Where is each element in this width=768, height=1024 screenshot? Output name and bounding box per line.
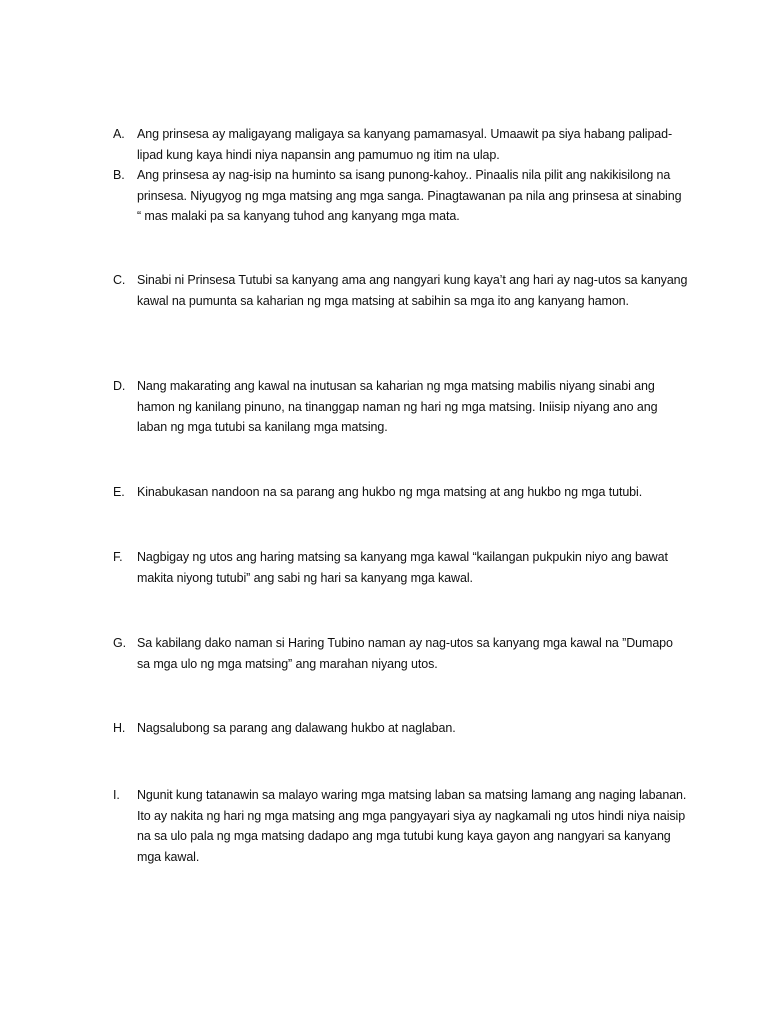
item-label: E.: [113, 485, 125, 499]
item-text: Sinabi ni Prinsesa Tutubi sa kanyang ama ang nangyari kung kaya’t ang hari ay nag-utos sa kanyang kawal na pumunta sa kaharian ng mga matsing at sabihin sa mga ito ang kanyang hamon.: [137, 273, 688, 308]
item-label: G.: [113, 636, 126, 650]
item-label: D.: [113, 379, 126, 393]
item-label: A.: [113, 127, 125, 141]
list-item-f: [113, 547, 688, 588]
item-text: Ngunit kung tatanawin sa malayo waring mga matsing laban sa matsing lamang ang naging labanan. Ito ay nakita ng hari ng mga matsing ang mga pangyayari siya ay nagkamali ng utos hindi niya naisip na sa ulo pala ng mga matsing dadapo ang mga tutubi kung kaya gayon ang nangyari sa kanyang mga kawal.: [137, 788, 687, 864]
list-item-h: [113, 718, 688, 739]
item-text: Nang makarating ang kawal na inutusan sa kaharian ng mga matsing mabilis niyang sinabi ang hamon ng kanilang pinuno, na tinanggap naman ng hari ng mga matsing. Iniisip niyang ano ang laban ng mga tutubi sa kanilang mga matsing.: [137, 379, 658, 434]
item-text: Ang prinsesa ay nag-isip na huminto sa isang punong-kahoy.. Pinaalis nila pilit ang nakikisilong na prinsesa. Niyugyog ng mga matsing ang mga sanga. Pinagtawanan pa nila ang prinsesa at sinabing “ mas malaki pa sa kanyang tuhod ang kanyang mga mata.: [137, 168, 682, 223]
item-label: I.: [113, 788, 120, 802]
list-item-d: [113, 376, 688, 438]
list-item-a: [113, 124, 688, 165]
list-item-i: [113, 785, 688, 867]
item-text: Sa kabilang dako naman si Haring Tubino naman ay nag-utos sa kanyang mga kawal na ”Dumapo sa mga ulo ng mga matsing” ang marahan niyang utos.: [137, 636, 673, 671]
item-label: H.: [113, 721, 126, 735]
list-item-e: [113, 482, 688, 503]
item-text: Kinabukasan nandoon na sa parang ang hukbo ng mga matsing at ang hukbo ng mga tutubi.: [137, 485, 643, 499]
item-text: Nagsalubong sa parang ang dalawang hukbo at naglaban.: [137, 721, 456, 735]
list-item-c: [113, 270, 688, 311]
list-item-b: [113, 165, 688, 227]
item-label: B.: [113, 168, 125, 182]
item-label: C.: [113, 273, 126, 287]
item-text: Ang prinsesa ay maligayang maligaya sa kanyang pamamasyal. Umaawit pa siya habang palipad-lipad kung kaya hindi niya napansin ang pamumuo ng itim na ulap.: [137, 127, 673, 162]
item-text: Nagbigay ng utos ang haring matsing sa kanyang mga kawal “kailangan pukpukin niyo ang bawat makita niyong tutubi” ang sabi ng hari sa kanyang mga kawal.: [137, 550, 668, 585]
list-item-g: [113, 633, 688, 674]
item-label: F.: [113, 550, 123, 564]
